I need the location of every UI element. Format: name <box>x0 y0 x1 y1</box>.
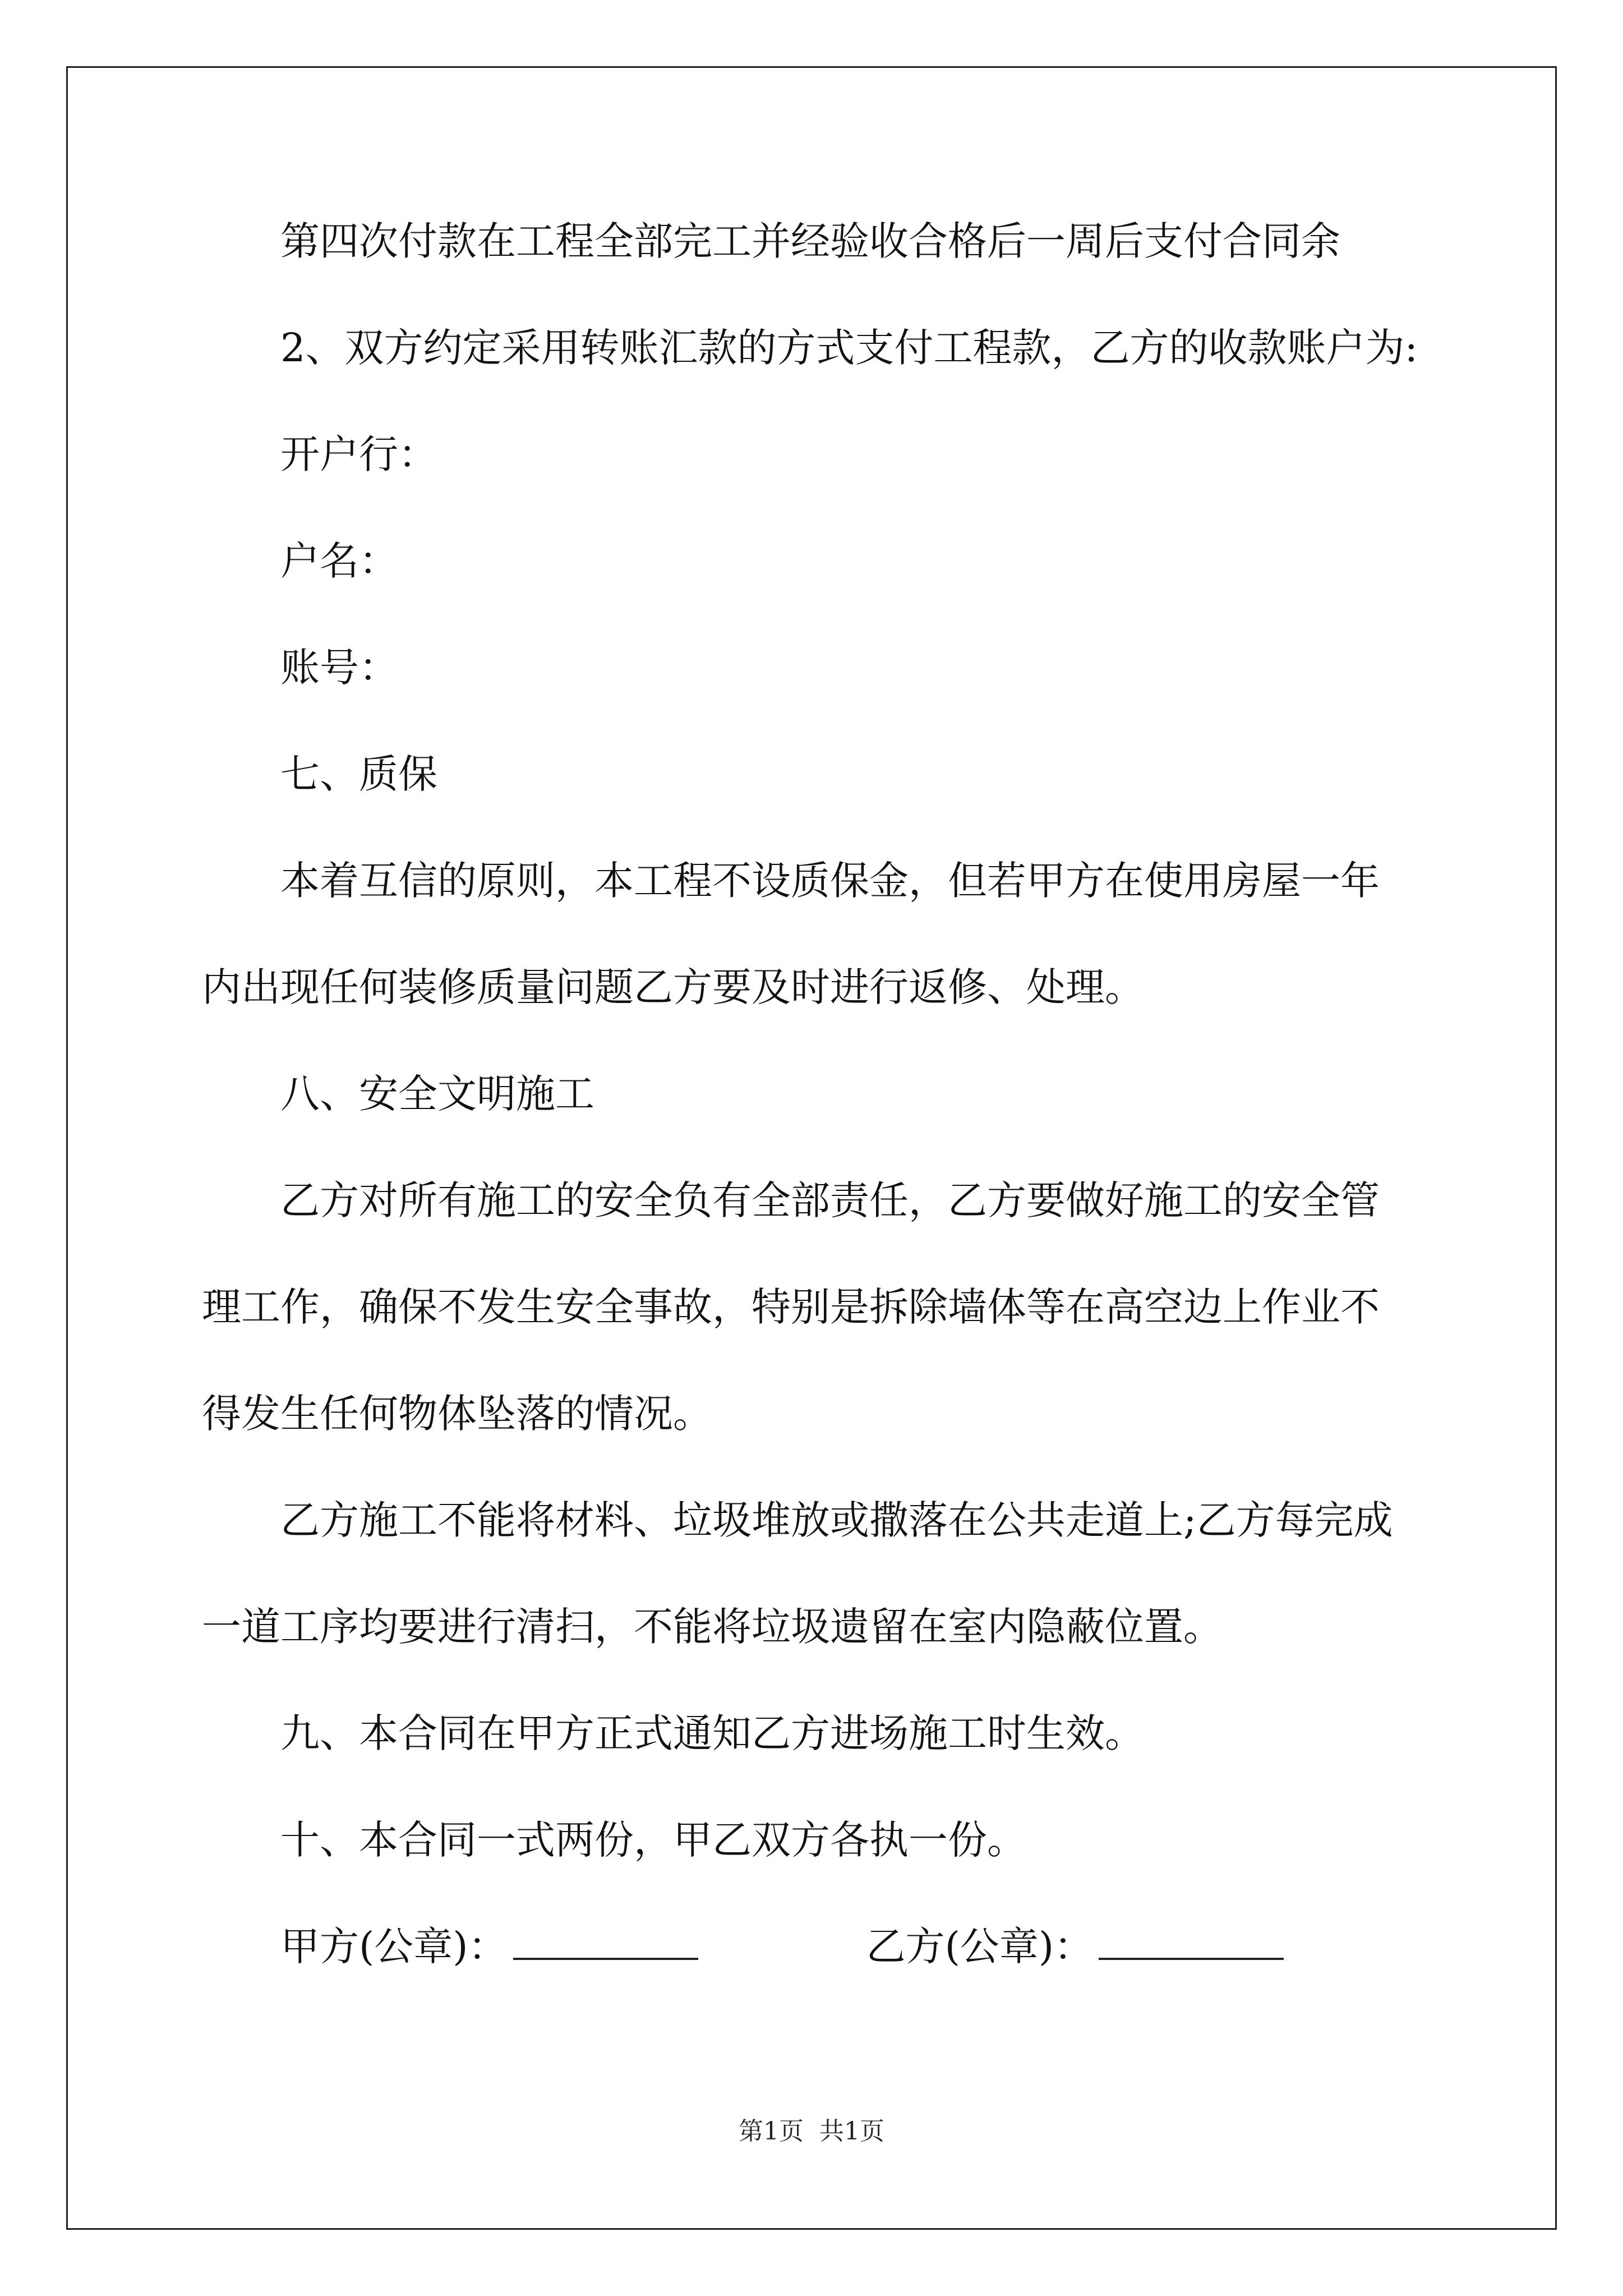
clause-effective: 九、本合同在甲方正式通知乙方进场施工时生效。 <box>280 1710 1144 1756</box>
party-b-label: 乙方(公章)： <box>866 1924 1094 1970</box>
page-border <box>66 66 1557 2230</box>
signature-row <box>280 1918 1284 1975</box>
paragraph-safety-1: 乙方对所有施工的安全负有全部责任，乙方要做好施工的安全管 <box>280 1177 1380 1223</box>
page-total: 共1页 <box>819 2117 884 2146</box>
field-account-number: 账号： <box>280 645 398 691</box>
field-bank: 开户行： <box>280 431 437 477</box>
paragraph-warranty-2: 内出现任何装修质量问题乙方要及时进行返修、处理。 <box>202 964 1144 1010</box>
heading-warranty: 七、质保 <box>280 751 437 797</box>
paragraph-cleanup-2: 一道工序均要进行清扫，不能将垃圾遗留在室内隐蔽位置。 <box>202 1604 1223 1650</box>
party-b-blank <box>1099 1918 1284 1960</box>
paragraph-cleanup-1: 乙方施工不能将材料、垃圾堆放或撒落在公共走道上;乙方每完成 <box>280 1497 1393 1543</box>
paragraph-safety-3: 得发生任何物体坠落的情况。 <box>202 1391 712 1437</box>
paragraph-transfer-method: 2、双方约定采用转账汇款的方式支付工程款，乙方的收款账户为: <box>280 325 1418 371</box>
field-account-name: 户名： <box>280 538 398 584</box>
page-footer <box>0 2115 1623 2148</box>
heading-safety: 八、安全文明施工 <box>280 1071 594 1117</box>
paragraph-safety-2: 理工作，确保不发生安全事故，特别是拆除墙体等在高空边上作业不 <box>202 1284 1380 1330</box>
party-a-label: 甲方(公章)： <box>280 1924 508 1970</box>
paragraph-payment-4: 第四次付款在工程全部完工并经验收合格后一周后支付合同余 <box>280 218 1340 264</box>
clause-copies: 十、本合同一式两份，甲乙双方各执一份。 <box>280 1817 1026 1863</box>
party-a-blank <box>513 1918 698 1960</box>
page-number: 第1页 <box>739 2117 804 2146</box>
paragraph-warranty-1: 本着互信的原则，本工程不设质保金，但若甲方在使用房屋一年 <box>280 858 1380 904</box>
